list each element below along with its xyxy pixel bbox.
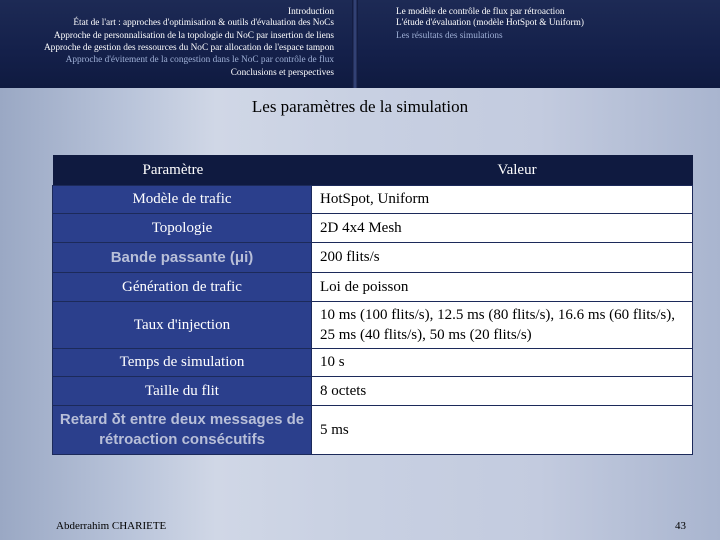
value-cell: 8 octets bbox=[312, 377, 693, 406]
param-cell: Taille du flit bbox=[53, 377, 312, 406]
param-cell: Génération de trafic bbox=[53, 273, 312, 302]
table-header-row bbox=[53, 155, 693, 186]
nav-separator bbox=[352, 0, 358, 88]
nav-item-conclusions[interactable]: Conclusions et perspectives bbox=[230, 68, 334, 78]
param-cell bbox=[53, 243, 312, 273]
value-cell: HotSpot, Uniform bbox=[312, 186, 693, 214]
header-valeur: Valeur bbox=[312, 155, 693, 186]
value-cell: 10 ms (100 flits/s), 12.5 ms (80 flits/s), 16.6 ms (60 flits/s), 25 ms (40 flits/s), 50 ms (20 flits/s) bbox=[312, 302, 693, 349]
nav-outline-right bbox=[362, 0, 720, 88]
table-row bbox=[53, 406, 693, 455]
table-row bbox=[53, 214, 693, 243]
nav-item-ressources[interactable]: Approche de gestion des ressources du NoC par allocation de l'espace tampon bbox=[43, 43, 334, 53]
nav-outline-left bbox=[0, 0, 350, 88]
value-cell: Loi de poisson bbox=[312, 273, 693, 302]
value-cell: 5 ms bbox=[312, 406, 693, 455]
slide-footer bbox=[0, 520, 720, 540]
nav-item-congestion[interactable]: Approche d'évitement de la congestion dans le NoC par contrôle de flux bbox=[65, 55, 334, 65]
nav-subitem-modele[interactable]: Le modèle de contrôle de flux par rétroaction bbox=[396, 7, 565, 17]
param-bold-label: Bande passante (μi) bbox=[110, 248, 254, 266]
param-cell: Temps de simulation bbox=[53, 349, 312, 377]
value-cell: 10 s bbox=[312, 349, 693, 377]
table-row bbox=[53, 302, 693, 349]
slide-title: Les paramètres de la simulation bbox=[251, 97, 469, 116]
table-row bbox=[53, 377, 693, 406]
value-cell: 200 flits/s bbox=[312, 243, 693, 273]
page-number: 43 bbox=[675, 520, 686, 532]
table-row bbox=[53, 186, 693, 214]
param-cell: Topologie bbox=[53, 214, 312, 243]
param-cell: Taux d'injection bbox=[53, 302, 312, 349]
header-bar bbox=[0, 0, 720, 88]
param-bold-label: Retard δt entre deux messages de rétroaction consécutifs bbox=[59, 411, 305, 448]
nav-subitem-resultats[interactable]: Les résultats des simulations bbox=[396, 31, 503, 41]
nav-item-topologie[interactable]: Approche de personnalisation de la topologie du NoC par insertion de liens bbox=[53, 31, 334, 41]
author-name: Abderrahim CHARIETE bbox=[56, 520, 167, 532]
parameters-table bbox=[52, 155, 692, 455]
table-row bbox=[53, 243, 693, 273]
table-row bbox=[53, 273, 693, 302]
header-parametre: Paramètre bbox=[53, 155, 312, 186]
nav-subitem-etude[interactable]: L'étude d'évaluation (modèle HotSpot & Uniform) bbox=[396, 18, 584, 28]
nav-item-introduction[interactable]: Introduction bbox=[288, 7, 334, 17]
table-row bbox=[53, 349, 693, 377]
param-cell bbox=[53, 406, 312, 455]
nav-item-etat-de-l-art[interactable]: État de l'art : approches d'optimisation & outils d'évaluation des NoCs bbox=[73, 18, 334, 28]
value-cell: 2D 4x4 Mesh bbox=[312, 214, 693, 243]
param-cell: Modèle de trafic bbox=[53, 186, 312, 214]
